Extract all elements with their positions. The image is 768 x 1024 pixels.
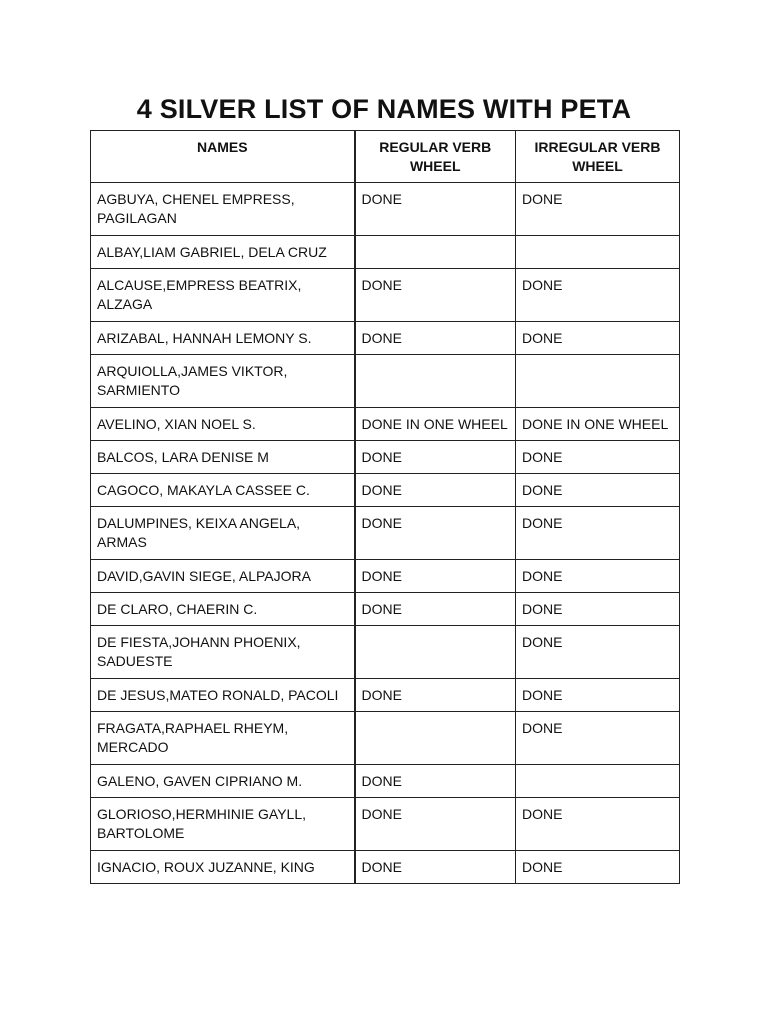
regular-status-cell <box>355 712 516 765</box>
regular-status-cell: DONE <box>355 798 516 851</box>
name-cell: ARIZABAL, HANNAH LEMONY S. <box>91 322 355 355</box>
header-irregular-verb-wheel: IRREGULAR VERB WHEEL <box>516 131 680 183</box>
regular-status-cell: DONE IN ONE WHEEL <box>355 408 516 441</box>
regular-status-cell: DONE <box>355 322 516 355</box>
irregular-status-cell: DONE <box>516 269 680 322</box>
regular-status-cell: DONE <box>355 851 516 884</box>
regular-status-cell: DONE <box>355 269 516 322</box>
name-cell: AGBUYA, CHENEL EMPRESS, PAGILAGAN <box>91 183 355 236</box>
table-row <box>91 441 680 474</box>
name-cell: FRAGATA,RAPHAEL RHEYM, MERCADO <box>91 712 355 765</box>
regular-status-cell <box>355 236 516 269</box>
irregular-status-cell: DONE IN ONE WHEEL <box>516 408 680 441</box>
irregular-status-cell <box>516 236 680 269</box>
name-cell: DE JESUS,MATEO RONALD, PACOLI <box>91 679 355 712</box>
table-row <box>91 322 680 355</box>
name-cell: CAGOCO, MAKAYLA CASSEE C. <box>91 474 355 507</box>
regular-status-cell: DONE <box>355 679 516 712</box>
irregular-status-cell: DONE <box>516 593 680 626</box>
table-row <box>91 712 680 765</box>
name-cell: ARQUIOLLA,JAMES VIKTOR, SARMIENTO <box>91 355 355 408</box>
table-row <box>91 355 680 408</box>
regular-status-cell: DONE <box>355 474 516 507</box>
irregular-status-cell: DONE <box>516 679 680 712</box>
irregular-status-cell <box>516 765 680 798</box>
irregular-status-cell: DONE <box>516 560 680 593</box>
irregular-status-cell: DONE <box>516 712 680 765</box>
name-cell: IGNACIO, ROUX JUZANNE, KING <box>91 851 355 884</box>
irregular-status-cell: DONE <box>516 183 680 236</box>
regular-status-cell <box>355 355 516 408</box>
header-names: NAMES <box>91 131 355 183</box>
name-cell: GLORIOSO,HERMHINIE GAYLL, BARTOLOME <box>91 798 355 851</box>
name-cell: ALBAY,LIAM GABRIEL, DELA CRUZ <box>91 236 355 269</box>
table-row <box>91 560 680 593</box>
table-row <box>91 679 680 712</box>
name-cell: GALENO, GAVEN CIPRIANO M. <box>91 765 355 798</box>
table-row <box>91 798 680 851</box>
table-row <box>91 474 680 507</box>
name-cell: DE FIESTA,JOHANN PHOENIX, SADUESTE <box>91 626 355 679</box>
table-row <box>91 593 680 626</box>
document-title: 4 SILVER LIST OF NAMES WITH PETA <box>136 94 632 124</box>
irregular-status-cell <box>516 355 680 408</box>
name-cell: AVELINO, XIAN NOEL S. <box>91 408 355 441</box>
header-regular-verb-wheel: REGULAR VERB WHEEL <box>355 131 516 183</box>
regular-status-cell: DONE <box>355 765 516 798</box>
regular-status-cell <box>355 626 516 679</box>
irregular-status-cell: DONE <box>516 441 680 474</box>
irregular-status-cell: DONE <box>516 798 680 851</box>
name-cell: DE CLARO, CHAERIN C. <box>91 593 355 626</box>
regular-status-cell: DONE <box>355 183 516 236</box>
irregular-status-cell: DONE <box>516 322 680 355</box>
irregular-status-cell: DONE <box>516 851 680 884</box>
regular-status-cell: DONE <box>355 441 516 474</box>
name-cell: DAVID,GAVIN SIEGE, ALPAJORA <box>91 560 355 593</box>
table-row <box>91 851 680 884</box>
regular-status-cell: DONE <box>355 507 516 560</box>
regular-status-cell: DONE <box>355 593 516 626</box>
name-cell: DALUMPINES, KEIXA ANGELA, ARMAS <box>91 507 355 560</box>
header-row <box>91 131 680 183</box>
table-row <box>91 269 680 322</box>
table-row <box>91 236 680 269</box>
table-row <box>91 626 680 679</box>
table-row <box>91 507 680 560</box>
irregular-status-cell: DONE <box>516 474 680 507</box>
table-row <box>91 408 680 441</box>
names-table <box>90 130 680 884</box>
regular-status-cell: DONE <box>355 560 516 593</box>
table-row <box>91 183 680 236</box>
irregular-status-cell: DONE <box>516 507 680 560</box>
name-cell: BALCOS, LARA DENISE M <box>91 441 355 474</box>
name-cell: ALCAUSE,EMPRESS BEATRIX, ALZAGA <box>91 269 355 322</box>
table-row <box>91 765 680 798</box>
irregular-status-cell: DONE <box>516 626 680 679</box>
